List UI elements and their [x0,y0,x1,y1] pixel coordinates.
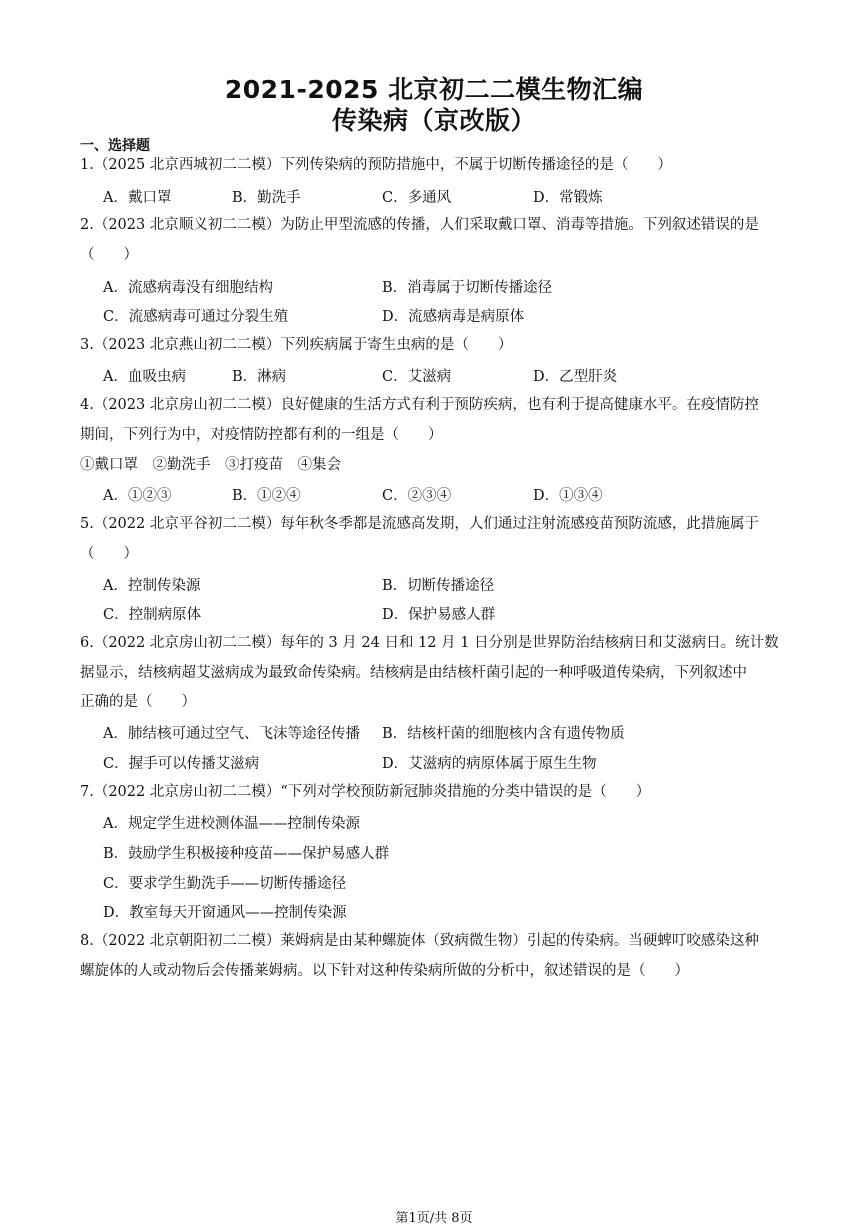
question-2-option-a: A．流感病毒没有细胞结构 [103,280,273,296]
question-7-option-b: B．鼓励学生积极接种疫苗——保护易感人群 [103,846,390,862]
question-4-option-d: D．①③④ [533,488,603,504]
question-8-stem-line-1: 8.（2022 北京朝阳初二二模）莱姆病是由某种螺旋体（致病微生物）引起的传染病。当硬蜱叮咬感染这种 [80,933,759,949]
question-7-option-c: C．要求学生勤洗手——切断传播途径 [103,876,347,892]
question-4-option-c: C．②③④ [382,488,452,504]
question-5-stem-line-1: 5.（2022 北京平谷初二二模）每年秋冬季都是流感高发期，人们通过注射流感疫苗预防流感，此措施属于 [80,516,759,532]
question-4-option-b: B．①②④ [232,488,301,504]
question-4-option-a: A．①②③ [103,488,172,504]
question-7-stem: 7.（2022 北京房山初二二模）“下列对学校预防新冠肺炎措施的分类中错误的是（ ） [80,784,651,800]
question-6-stem-line-1: 6.（2022 北京房山初二二模）每年的 3 月 24 日和 12 月 1 日分别是世界防治结核病日和艾滋病日。统计数 [80,635,779,651]
question-3-option-c: C．艾滋病 [382,369,452,385]
question-8-stem-line-2: 螺旋体的人或动物后会传播莱姆病。以下针对这种传染病所做的分析中，叙述错误的是（ ） [80,963,689,979]
document-subtitle: 传染病（京改版） [331,106,536,135]
question-6-option-b: B．结核杆菌的细胞核内含有遗传物质 [382,726,625,742]
question-3-option-b: B．淋病 [232,369,287,385]
question-1-option-d: D．常锻炼 [533,190,603,206]
question-2-option-b: B．消毒属于切断传播途径 [382,280,553,296]
question-5-option-b: B．切断传播途径 [382,578,495,594]
question-2-stem-line-2: （ ） [80,247,138,263]
question-7-option-d: D．教室每天开窗通风——控制传染源 [103,905,347,921]
question-7-option-a: A．规定学生进校测体温——控制传染源 [103,816,360,832]
question-4-stem-line-2: 期间，下列行为中，对疫情防控都有利的一组是（ ） [80,427,443,443]
question-1-option-b: B．勤洗手 [232,190,301,206]
question-6-option-c: C．握手可以传播艾滋病 [103,756,260,772]
question-3-stem: 3.（2023 北京燕山初二二模）下列疾病属于寄生虫病的是（ ） [80,337,513,353]
question-5-option-a: A．控制传染源 [103,578,201,594]
page-number: 第1页/共 8页 [395,1211,473,1226]
question-3-option-a: A．血吸虫病 [103,369,186,385]
section-heading: 一、选择题 [80,138,150,154]
question-2-option-c: C．流感病毒可通过分裂生殖 [103,309,289,325]
question-2-stem-line-1: 2.（2023 北京顺义初二二模）为防止甲型流感的传播，人们采取戴口罩、消毒等措施。下列叙述错误的是 [80,217,759,233]
question-4-stem-line-1: 4.（2023 北京房山初二二模）良好健康的生活方式有利于预防疾病，也有利于提高健康水平。在疫情防控 [80,397,759,413]
question-3-option-d: D．乙型肝炎 [533,369,618,385]
question-1-option-a: A．戴口罩 [103,190,172,206]
document-title: 2021-2025 北京初二二模生物汇编 [224,75,644,104]
question-2-option-d: D．流感病毒是病原体 [382,309,525,325]
question-6-option-a: A．肺结核可通过空气、飞沫等途径传播 [103,726,360,742]
question-5-option-c: C．控制病原体 [103,607,202,623]
question-6-stem-line-2: 据显示，结核病超艾滋病成为最致命传染病。结核病是由结核杆菌引起的一种呼吸道传染病，下列叙述中 [80,665,747,681]
question-6-option-d: D．艾滋病的病原体属于原生生物 [382,756,597,772]
question-5-option-d: D．保护易感人群 [382,607,496,623]
question-1-stem: 1.（2025 北京西城初二二模）下列传染病的预防措施中，不属于切断传播途径的是（ ） [80,157,672,173]
question-4-choices-list: ①戴口罩 ②勤洗手 ③打疫苗 ④集会 [80,457,341,473]
question-6-stem-line-3: 正确的是（ ） [80,694,196,710]
question-1-option-c: C．多通风 [382,190,452,206]
question-5-stem-line-2: （ ） [80,546,138,562]
